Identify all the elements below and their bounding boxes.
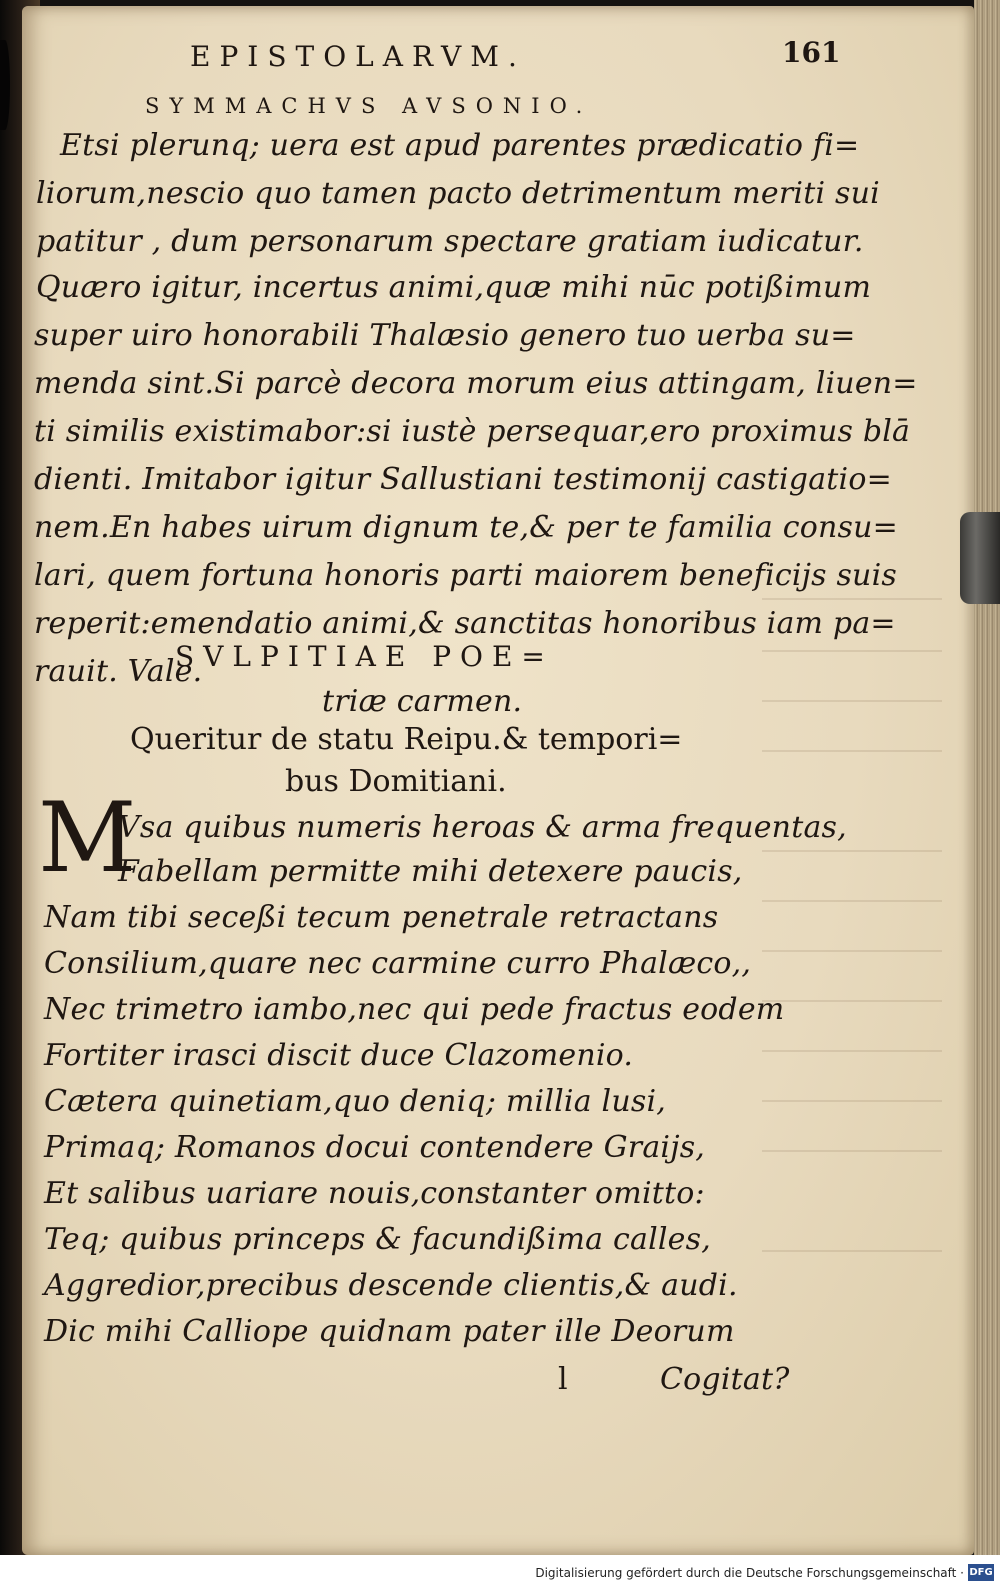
running-title: EPISTOLARVM. [190,40,526,73]
poem-line: Dic mihi Calliope quidnam pater ille Deorum [44,1314,735,1349]
letter-line: Quæro igitur, incertus animi,quæ mihi nūc potißimum [36,270,872,305]
poem-line: Primaq; Romanos docui contendere Graijs, [44,1130,706,1165]
letter-line: super uiro honorabili Thalæsio genero tuo uerba su= [34,318,856,353]
footer-bar [0,1555,1000,1593]
signature-mark: l [558,1362,568,1397]
poem-heading: SVLPITIAE POE= [175,640,554,673]
catchword: Cogitat? [660,1362,790,1397]
letter-heading: SYMMACHVS AVSONIO. [145,94,593,118]
show-through [762,930,942,952]
poem-line: Aggredior,precibus descende clientis,& audi. [44,1268,738,1303]
poem-line: Nec trimetro iambo,nec qui pede fractus eodem [44,992,785,1027]
poem-subtitle: Queritur de statu Reipu.& tempori= [130,722,683,757]
show-through [762,1230,942,1252]
poem-line: Teq; quibus princeps & facundißima calles, [44,1222,711,1257]
poem-subtitle: bus Domitiani. [285,764,507,799]
show-through [762,730,942,752]
poem-line: Nam tibi seceßi tecum penetrale retractans [44,900,719,935]
letter-line: rauit. Vale. [34,654,203,689]
letter-line: liorum,nescio quo tamen pacto detrimentum meriti sui [36,176,880,211]
letter-line: lari, quem fortuna honoris parti maiorem beneficijs suis [34,558,897,593]
show-through [762,680,942,702]
letter-line: patitur , dum personarum spectare gratiam iudicatur. [36,224,864,259]
poem-line: Vsa quibus numeris heroas & arma frequentas, [118,810,847,845]
letter-line: nem.En habes uirum dignum te,& per te familia consu= [34,510,898,545]
poem-line: Cætera quinetiam,quo deniq; millia lusi, [44,1084,666,1119]
letter-line: dienti. Imitabor igitur Sallustiani testimonij castigatio= [34,462,892,497]
dfg-logo-icon: DFG [968,1564,994,1581]
digitization-credit: Digitalisierung gefördert durch die Deutsche Forschungsgemeinschaft · [535,1566,964,1580]
poem-heading-sub: triæ carmen. [322,684,523,719]
page-number: 161 [782,36,841,69]
poem-line: Consilium,quare nec carmine curro Phalæco,, [44,946,752,981]
letter-line: ti similis existimabor:si iustè persequar,ero proximus blā [34,414,911,449]
page-edge-stack [974,0,1000,1555]
bookmark-tab [960,512,1000,604]
letter-line: menda sint.Si parcè decora morum eius attingam, liuen= [34,366,918,401]
show-through [762,980,942,1002]
show-through [762,1030,942,1052]
show-through [762,1080,942,1102]
letter-line: reperit:emendatio animi,& sanctitas honoribus iam pa= [34,606,896,641]
show-through [762,880,942,902]
drop-cap: M [38,782,137,894]
poem-line: Fortiter irasci discit duce Clazomenio. [44,1038,634,1073]
poem-line: Et salibus uariare nouis,constanter omitto: [44,1176,705,1211]
binding-shadow [0,40,10,130]
poem-line: Fabellam permitte mihi detexere paucis, [118,854,743,889]
show-through [762,1130,942,1152]
letter-line: Etsi plerunq; uera est apud parentes prædicatio fi= [60,128,860,163]
